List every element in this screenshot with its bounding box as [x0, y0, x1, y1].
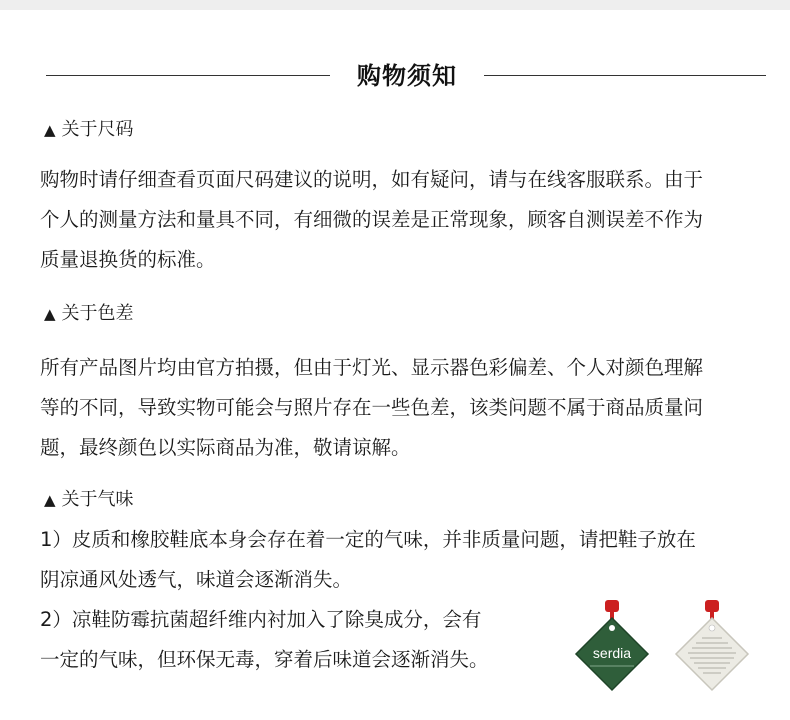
tag-front-image — [572, 600, 652, 700]
text-line: 题，最终颜色以实际商品为准，敬请谅解。 — [40, 436, 411, 459]
tag-back-image — [672, 600, 752, 700]
text-line: 等的不同，导致实物可能会与照片存在一些色差，该类问题不属于商品质量问 — [40, 396, 704, 419]
section-text-color — [40, 348, 703, 468]
section-heading-odor — [44, 488, 134, 512]
title-row — [0, 56, 790, 96]
hang-tags-image — [572, 600, 772, 700]
text-line: 购物时请仔细查看页面尺码建议的说明，如有疑问，请与在线客服联系。由于 — [40, 168, 704, 191]
title-rule-left — [46, 75, 330, 76]
section-heading-color — [44, 302, 134, 326]
title-rule-right — [484, 75, 766, 76]
triangle-icon: ▲ — [44, 121, 56, 139]
text-line: 一定的气味，但环保无毒，穿着后味道会逐渐消失。 — [40, 648, 489, 671]
section-heading-label: 关于气味 — [61, 489, 134, 510]
text-line: 所有产品图片均由官方拍摄，但由于灯光、显示器色彩偏差、个人对颜色理解 — [40, 356, 704, 379]
text-line: 个人的测量方法和量具不同，有细微的误差是正常现象，顾客自测误差不作为 — [40, 208, 704, 231]
triangle-icon: ▲ — [44, 305, 56, 323]
section-text-size — [40, 160, 703, 280]
section-heading-label: 关于尺码 — [61, 119, 134, 140]
top-band — [0, 0, 790, 10]
text-line: 1）皮质和橡胶鞋底本身会存在着一定的气味，并非质量问题，请把鞋子放在 — [40, 528, 696, 551]
text-line: 质量退换货的标准。 — [40, 248, 216, 271]
section-heading-label: 关于色差 — [61, 303, 134, 324]
text-line: 阴凉通风处透气，味道会逐渐消失。 — [40, 568, 353, 591]
section-heading-size — [44, 118, 134, 142]
page-title: 购物须知 — [357, 62, 457, 90]
triangle-icon: ▲ — [44, 491, 56, 509]
tag-brand-text: serdia — [592, 645, 632, 661]
text-line: 2）凉鞋防霉抗菌超纤维内衬加入了除臭成分，会有 — [40, 608, 482, 631]
